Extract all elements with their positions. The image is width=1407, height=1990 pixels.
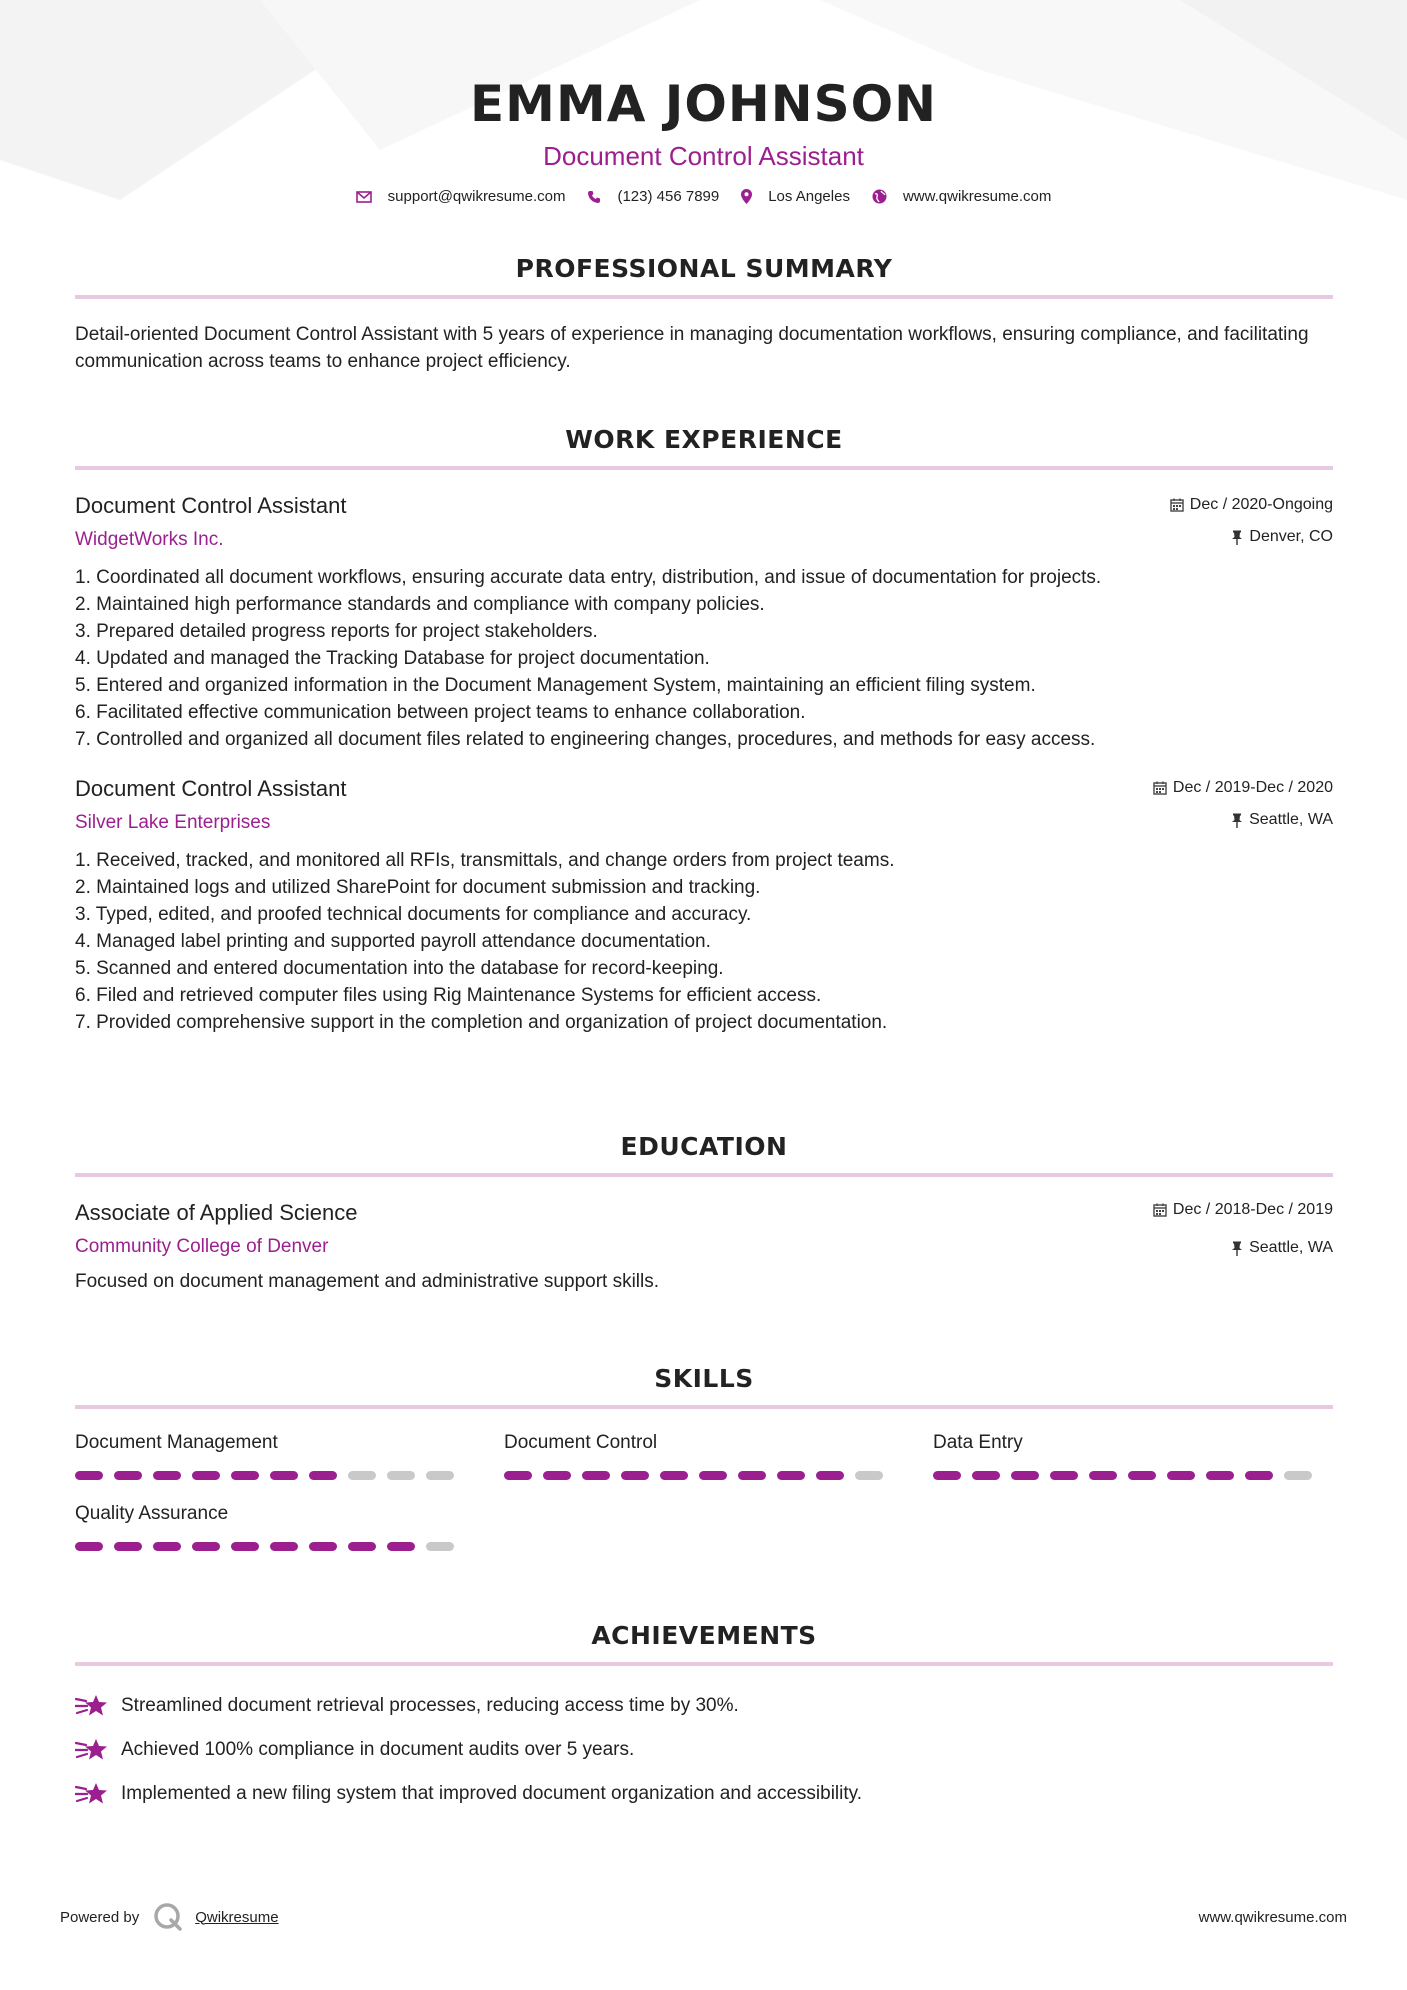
pushpin-icon [1231, 813, 1243, 828]
contact-phone[interactable] [587, 188, 719, 205]
summary-section [75, 254, 1333, 375]
summary-heading: PROFESSIONAL SUMMARY [515, 254, 893, 283]
achievement-text: Streamlined document retrieval processes, reducing access time by 30%. [121, 1695, 739, 1716]
education-dates [1153, 1201, 1333, 1219]
skill-name: Quality Assurance [75, 1503, 229, 1524]
skill-segment-filled [231, 1542, 259, 1551]
job-bullets [75, 564, 1333, 753]
job-dates [1153, 779, 1333, 797]
job-entry [75, 775, 1333, 1036]
skill-segment-filled [114, 1542, 142, 1551]
bullet-item: 2. Maintained logs and utilized SharePoint for document submission and tracking. [75, 877, 761, 898]
school-name: Community College of Denver [75, 1236, 329, 1257]
skill-segment-filled [309, 1471, 337, 1480]
calendar-icon [1153, 781, 1167, 795]
skill-segment-filled [1167, 1471, 1195, 1480]
job-title: Document Control Assistant [75, 776, 347, 801]
bullet-item: 4. Managed label printing and supported payroll attendance documentation. [75, 931, 711, 952]
achievements-section [75, 1621, 1333, 1816]
achievement-text: Implemented a new filing system that improved document organization and accessibility. [121, 1783, 863, 1804]
skill-level-bar [75, 1471, 504, 1480]
job-location [1231, 528, 1333, 546]
qwikresume-logo-icon [153, 1902, 183, 1932]
skill-segment-filled [387, 1542, 415, 1551]
achievement-item [75, 1772, 1333, 1816]
candidate-title: Document Control Assistant [543, 141, 864, 171]
contact-location [741, 188, 850, 205]
skill-segment-filled [1128, 1471, 1156, 1480]
phone-icon [587, 190, 601, 204]
skill-item [75, 1502, 504, 1551]
bullet-item: 4. Updated and managed the Tracking Database for project documentation. [75, 648, 710, 669]
skill-segment-empty [348, 1471, 376, 1480]
shooting-star-icon [75, 1693, 109, 1719]
footer-url[interactable]: www.qwikresume.com [1198, 1908, 1347, 1926]
skill-segment-filled [192, 1542, 220, 1551]
education-dates-text: Dec / 2018-Dec / 2019 [1172, 1201, 1333, 1218]
section-divider [75, 466, 1333, 470]
skill-segment-empty [426, 1542, 454, 1551]
skill-level-bar [75, 1542, 504, 1551]
skill-segment-filled [1050, 1471, 1078, 1480]
job-location-text: Seattle, WA [1249, 811, 1333, 828]
section-divider [75, 1405, 1333, 1409]
shooting-star-icon [75, 1737, 109, 1763]
qwikresume-link[interactable]: Qwikresume [195, 1908, 279, 1926]
skill-segment-filled [309, 1542, 337, 1551]
skill-item [933, 1431, 1333, 1480]
education-location-text: Seattle, WA [1249, 1239, 1333, 1256]
skill-segment-filled [504, 1471, 532, 1480]
contact-email[interactable] [356, 188, 566, 205]
bullet-item: 3. Prepared detailed progress reports for project stakeholders. [75, 621, 598, 642]
skill-segment-filled [75, 1471, 103, 1480]
skill-name: Document Control [504, 1432, 658, 1453]
location-text: Los Angeles [768, 188, 850, 205]
skill-segment-filled [543, 1471, 571, 1480]
powered-by [60, 1902, 279, 1932]
job-bullets [75, 847, 1333, 1036]
skill-segment-filled [972, 1471, 1000, 1480]
achievements-list [75, 1684, 1333, 1816]
calendar-icon [1170, 498, 1184, 512]
skills-section [75, 1364, 1333, 1551]
skill-level-bar [504, 1471, 933, 1480]
education-description: Focused on document management and administrative support skills. [75, 1271, 660, 1292]
skill-segment-empty [426, 1471, 454, 1480]
pushpin-icon [1231, 530, 1243, 545]
education-heading: EDUCATION [620, 1132, 788, 1161]
skills-grid [75, 1431, 1333, 1551]
skill-segment-filled [153, 1471, 181, 1480]
email-text: support@qwikresume.com [387, 188, 566, 205]
experience-heading: WORK EXPERIENCE [565, 425, 843, 454]
bullet-item: 6. Filed and retrieved computer files using Rig Maintenance Systems for efficient access. [75, 985, 822, 1006]
envelope-icon [356, 191, 372, 203]
education-section [75, 1132, 1333, 1295]
bullet-item: 7. Controlled and organized all document files related to engineering changes, procedures, and methods for easy access. [75, 729, 1096, 750]
resume-header [0, 0, 1407, 205]
skill-segment-filled [1206, 1471, 1234, 1480]
education-entry [75, 1199, 1333, 1295]
job-dates [1170, 496, 1333, 514]
map-pin-icon [741, 189, 752, 204]
skill-segment-filled [777, 1471, 805, 1480]
skill-segment-empty [387, 1471, 415, 1480]
contact-website[interactable] [872, 188, 1051, 205]
website-text: www.qwikresume.com [902, 188, 1052, 205]
bullet-item: 5. Entered and organized information in the Document Management System, maintaining an efficient filing system. [75, 675, 1036, 696]
bullet-item: 7. Provided comprehensive support in the completion and organization of project documentation. [75, 1012, 888, 1033]
skill-segment-filled [816, 1471, 844, 1480]
job-location-text: Denver, CO [1249, 528, 1333, 545]
achievements-heading: ACHIEVEMENTS [591, 1621, 817, 1650]
skill-segment-filled [699, 1471, 727, 1480]
skill-segment-filled [348, 1542, 376, 1551]
globe-icon [872, 189, 887, 204]
achievement-item [75, 1728, 1333, 1772]
skill-segment-filled [1089, 1471, 1117, 1480]
bullet-item: 5. Scanned and entered documentation into the database for record-keeping. [75, 958, 724, 979]
skill-segment-filled [660, 1471, 688, 1480]
skill-segment-filled [114, 1471, 142, 1480]
skill-segment-filled [738, 1471, 766, 1480]
skill-segment-filled [270, 1542, 298, 1551]
pushpin-icon [1231, 1241, 1243, 1256]
skill-segment-filled [1245, 1471, 1273, 1480]
achievement-text: Achieved 100% compliance in document audits over 5 years. [121, 1739, 635, 1760]
bullet-item: 1. Received, tracked, and monitored all RFIs, transmittals, and change orders from project teams. [75, 850, 895, 871]
skill-segment-filled [231, 1471, 259, 1480]
candidate-name: EMMA JOHNSON [470, 75, 937, 133]
section-divider [75, 1173, 1333, 1177]
skill-segment-filled [270, 1471, 298, 1480]
page-footer [60, 1902, 1347, 1932]
experience-section [75, 425, 1333, 1036]
section-divider [75, 1662, 1333, 1666]
job-location [1231, 811, 1333, 829]
education-location [1231, 1239, 1333, 1257]
skill-segment-filled [933, 1471, 961, 1480]
skills-heading: SKILLS [654, 1364, 754, 1393]
phone-text: (123) 456 7899 [617, 188, 720, 205]
skill-segment-filled [621, 1471, 649, 1480]
bullet-item: 1. Coordinated all document workflows, ensuring accurate data entry, distribution, and issue of documentation for projects. [75, 567, 1102, 588]
bullet-item: 6. Facilitated effective communication between project teams to enhance collaboration. [75, 702, 806, 723]
skill-segment-filled [192, 1471, 220, 1480]
contact-bar [0, 188, 1407, 205]
achievement-item [75, 1684, 1333, 1728]
powered-by-label: Powered by [60, 1908, 140, 1926]
job-dates-text: Dec / 2020-Ongoing [1189, 496, 1333, 513]
company-name: Silver Lake Enterprises [75, 812, 271, 833]
section-divider [75, 295, 1333, 299]
skill-segment-empty [855, 1471, 883, 1480]
skill-segment-filled [75, 1542, 103, 1551]
job-entry [75, 492, 1333, 753]
skill-item [504, 1431, 933, 1480]
skill-segment-filled [1011, 1471, 1039, 1480]
skill-segment-empty [1284, 1471, 1312, 1480]
skill-item [75, 1431, 504, 1480]
job-dates-text: Dec / 2019-Dec / 2020 [1172, 779, 1333, 796]
skill-name: Document Management [75, 1432, 278, 1453]
bullet-item: 2. Maintained high performance standards and compliance with company policies. [75, 594, 765, 615]
skill-level-bar [933, 1471, 1333, 1480]
skill-name: Data Entry [933, 1432, 1023, 1453]
shooting-star-icon [75, 1781, 109, 1807]
calendar-icon [1153, 1203, 1167, 1217]
skill-segment-filled [153, 1542, 181, 1551]
degree-title: Associate of Applied Science [75, 1200, 358, 1225]
bullet-item: 3. Typed, edited, and proofed technical documents for compliance and accuracy. [75, 904, 752, 925]
summary-text: Detail-oriented Document Control Assistant with 5 years of experience in managing documentation workflows, ensuring compliance, and facilitating communication across teams to enhance project efficiency. [75, 324, 1309, 372]
job-title: Document Control Assistant [75, 493, 347, 518]
skill-segment-filled [582, 1471, 610, 1480]
company-name: WidgetWorks Inc. [75, 529, 224, 550]
